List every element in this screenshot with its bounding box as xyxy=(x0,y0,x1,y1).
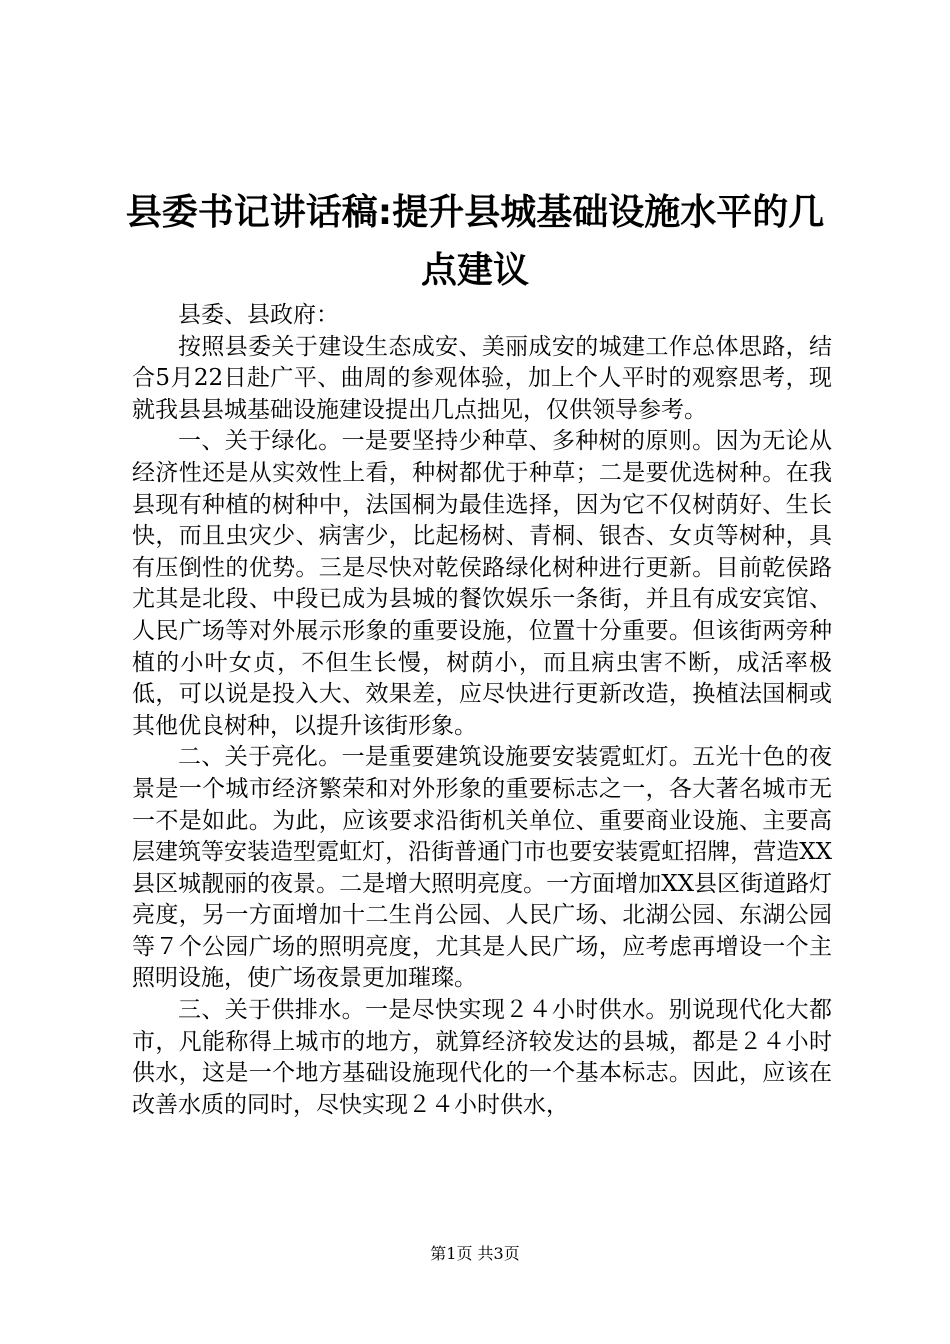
paragraph-water-supply: 三、关于供排水。一是尽快实现２４小时供水。别说现代化大都市，凡能称得上城市的地方，就算经济较发达的县城，都是２４小时供水，这是一个地方基础设施现代化的一个基本标志。因此，应该在改善水质的同时，尽快实现２４小时供水， xyxy=(132,997,832,1118)
paragraph-intro: 按照县委关于建设生态成安、美丽成安的城建工作总体思路，结合5月22日赴广平、曲周的参观体验，加上个人平时的观察思考，现就我县县城基础设施建设提出几点拙见，仅供领导参考。 xyxy=(132,333,832,423)
document-title: 县委书记讲话稿:提升县城基础设施水平的几点建议 xyxy=(125,192,825,291)
page-number: 第1页 共3页 xyxy=(430,1244,520,1263)
page-footer xyxy=(0,1243,950,1265)
document-body xyxy=(132,300,832,1121)
salutation: 县委、县政府： xyxy=(178,302,339,328)
paragraph-lighting: 二、关于亮化。一是重要建筑设施要安装霓虹灯。五光十色的夜景是一个城市经济繁荣和对外形象的重要标志之一，各大著名城市无一不是如此。为此，应该要求沿街机关单位、重要商业设施、主要高层建筑等安装造型霓虹灯，沿街普通门市也要安装霓虹招牌，营造XX县区城靓丽的夜景。二是增大照明亮度。一方面增加XX县区街道路灯亮度，另一方面增加十二生肖公园、人民广场、北湖公园、东湖公园等７个公园广场的照明亮度，尤其是人民广场，应考虑再增设一个主照明设施，使广场夜景更加璀璨。 xyxy=(132,744,832,992)
paragraph-greening: 一、关于绿化。一是要坚持少种草、多种树的原则。因为无论从经济性还是从实效性上看，种树都优于种草；二是要优选树种。在我县现有种植的树种中，法国桐为最佳选择，因为它不仅树荫好、生长快，而且虫灾少、病害少，比起杨树、青桐、银杏、女贞等树种，具有压倒性的优势。三是尽快对乾侯路绿化树种进行更新。目前乾侯路尤其是北段、中段已成为县城的餐饮娱乐一条街，并且有成安宾馆、人民广场等对外展示形象的重要设施，位置十分重要。但该街两旁种植的小叶女贞，不但生长慢，树荫小，而且病虫害不断，成活率极低，可以说是投入大、效果差，应尽快进行更新改造，换植法国桐或其他优良树种，以提升该街形象。 xyxy=(132,428,832,739)
